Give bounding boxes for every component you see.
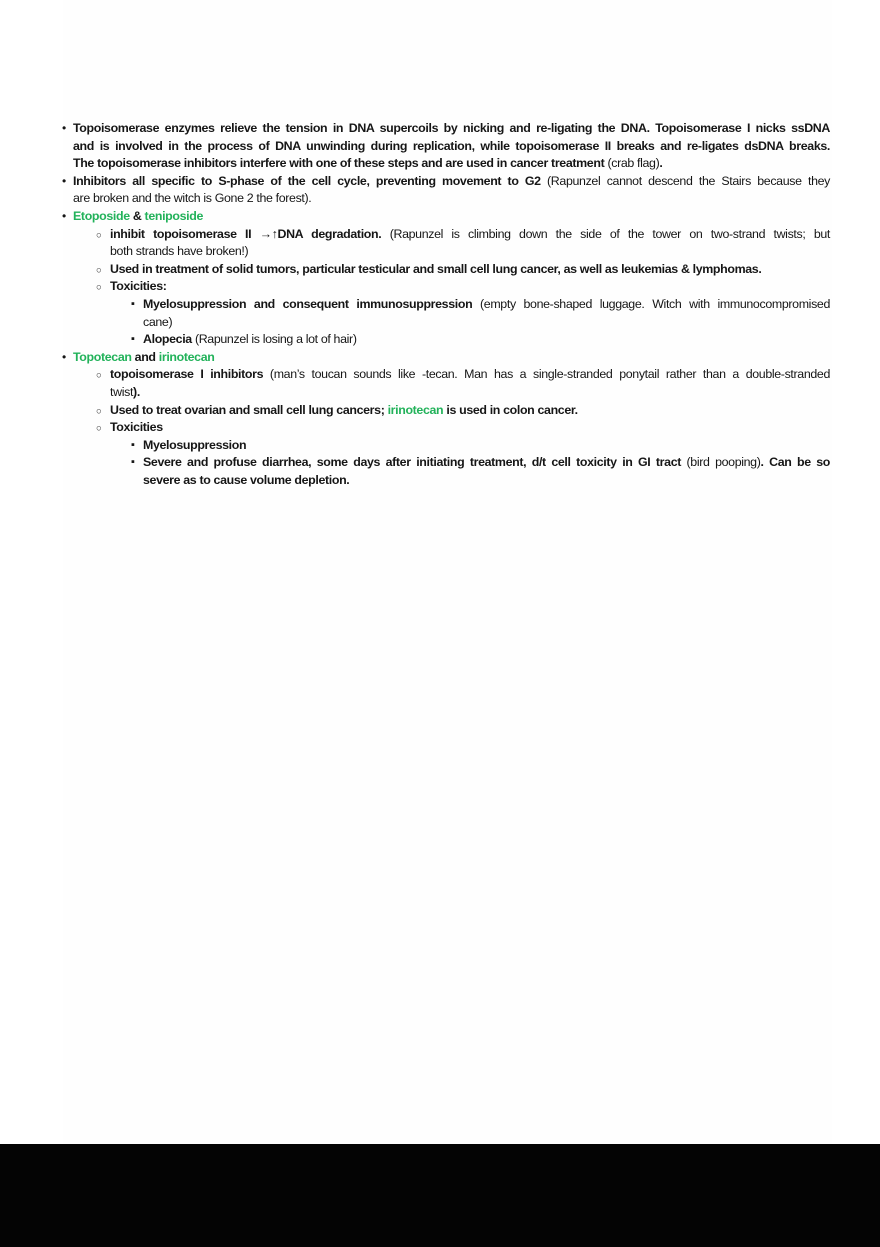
circle-bullet-icon: ○ xyxy=(96,370,102,382)
bullet-item xyxy=(0,331,830,349)
drug-name-text: Etoposide xyxy=(73,208,130,223)
bullet-item xyxy=(0,278,830,296)
bullet-item xyxy=(0,349,830,367)
text-line xyxy=(73,155,830,173)
note-text: (Rapunzel cannot descend the Stairs because they xyxy=(547,173,830,188)
note-text: Used to treat ovarian and small cell lung cancers; xyxy=(110,402,388,417)
note-text: Inhibitors all specific to S-phase of the cell cycle, preventing movement to G2 xyxy=(73,173,548,188)
note-text: Topoisomerase enzymes relieve the tension in DNA supercoils by nicking and re-ligating the DNA. Topoisomerase I nicks ssDNA xyxy=(73,121,830,135)
bullet-item xyxy=(0,261,830,279)
note-text: & xyxy=(129,208,145,223)
text-line xyxy=(73,173,830,191)
bottom-black-band xyxy=(0,1144,880,1247)
text-line xyxy=(110,366,830,384)
note-text: . xyxy=(659,156,663,171)
text-line xyxy=(143,314,830,332)
bullet-item xyxy=(0,120,830,173)
disc-bullet-icon: • xyxy=(62,173,66,188)
circle-bullet-icon: ○ xyxy=(96,405,102,417)
text-line xyxy=(110,402,830,420)
text-line xyxy=(73,190,830,208)
note-text: is used in colon cancer. xyxy=(443,402,578,417)
bullet-item xyxy=(0,366,830,401)
text-line xyxy=(143,454,830,472)
note-text: Severe and profuse diarrhea, some days after initiating treatment, d/t cell toxicity in GI tract xyxy=(143,455,687,470)
text-line xyxy=(143,472,830,490)
text-line xyxy=(73,120,830,138)
note-text: (Rapunzel is losing a lot of hair) xyxy=(194,332,357,347)
text-line xyxy=(73,208,830,226)
drug-name-text: teniposide xyxy=(144,208,204,223)
text-line xyxy=(73,138,830,156)
disc-bullet-icon: • xyxy=(62,208,66,223)
disc-bullet-icon: • xyxy=(62,121,66,135)
bullet-item xyxy=(0,226,830,261)
circle-bullet-icon: ○ xyxy=(96,229,102,241)
note-text: Myelosuppression xyxy=(143,437,247,452)
note-text: inhibit topoisomerase II →↑DNA degradation. xyxy=(110,226,390,241)
note-text: (bird pooping) xyxy=(686,455,761,470)
text-line xyxy=(143,437,830,455)
text-line xyxy=(143,331,830,349)
note-text: and xyxy=(131,349,159,364)
text-line xyxy=(143,296,830,314)
note-text: twist xyxy=(110,384,134,399)
text-line xyxy=(110,419,830,437)
note-text: topoisomerase I inhibitors xyxy=(110,367,270,382)
note-text: (crab flag) xyxy=(607,156,660,171)
drug-name-text: irinotecan xyxy=(158,349,215,364)
circle-bullet-icon: ○ xyxy=(96,423,102,435)
bullet-item xyxy=(0,454,830,489)
text-line xyxy=(110,261,830,279)
note-text: Toxicities xyxy=(110,420,163,435)
note-text: Toxicities: xyxy=(110,279,167,294)
circle-bullet-icon: ○ xyxy=(96,264,102,276)
bullet-item xyxy=(0,402,830,420)
note-text: cane) xyxy=(143,314,173,329)
square-bullet-icon: ▪ xyxy=(131,456,135,469)
square-bullet-icon: ▪ xyxy=(131,333,135,346)
circle-bullet-icon: ○ xyxy=(96,282,102,294)
bullet-item xyxy=(0,437,830,455)
note-text: Alopecia xyxy=(143,332,195,347)
square-bullet-icon: ▪ xyxy=(131,297,135,310)
text-line xyxy=(110,226,830,244)
note-text: (Rapunzel is climbing down the side of the tower on two-strand twists; but xyxy=(389,226,830,241)
bullet-item xyxy=(0,419,830,437)
text-line xyxy=(110,243,830,261)
note-text: . Can be so xyxy=(760,455,831,470)
note-text: Myelosuppression and consequent immunosuppression xyxy=(143,296,481,311)
drug-name-text: Topotecan xyxy=(73,349,132,364)
note-text: ). xyxy=(133,384,140,399)
note-text: severe as to cause volume depletion. xyxy=(143,472,350,487)
note-text: both strands have broken!) xyxy=(110,244,249,259)
bullet-item xyxy=(0,296,830,331)
text-line xyxy=(110,278,830,296)
notes-text-block xyxy=(0,120,830,489)
text-line xyxy=(110,384,830,402)
text-line xyxy=(73,349,830,367)
bullet-item xyxy=(0,173,830,208)
square-bullet-icon: ▪ xyxy=(131,438,135,451)
note-text: (empty bone-shaped luggage. Witch with immunocompromised xyxy=(480,296,830,311)
note-text: Used in treatment of solid tumors, particular testicular and small cell lung cancer, as well as leukemias & lymphomas. xyxy=(110,261,762,276)
note-text: (man’s toucan sounds like -tecan. Man has a single-stranded ponytail rather than a double-stranded xyxy=(269,367,830,382)
note-text: The topoisomerase inhibitors interfere with one of these steps and are used in cancer treatment xyxy=(73,156,608,171)
note-text: are broken and the witch is Gone 2 the forest). xyxy=(73,191,312,206)
bullet-item xyxy=(0,208,830,226)
note-text: and is involved in the process of DNA unwinding during replication, while topoisomerase II breaks and re-ligates dsDNA breaks. xyxy=(73,138,830,153)
disc-bullet-icon: • xyxy=(62,349,66,364)
drug-name-text: irinotecan xyxy=(387,402,444,417)
